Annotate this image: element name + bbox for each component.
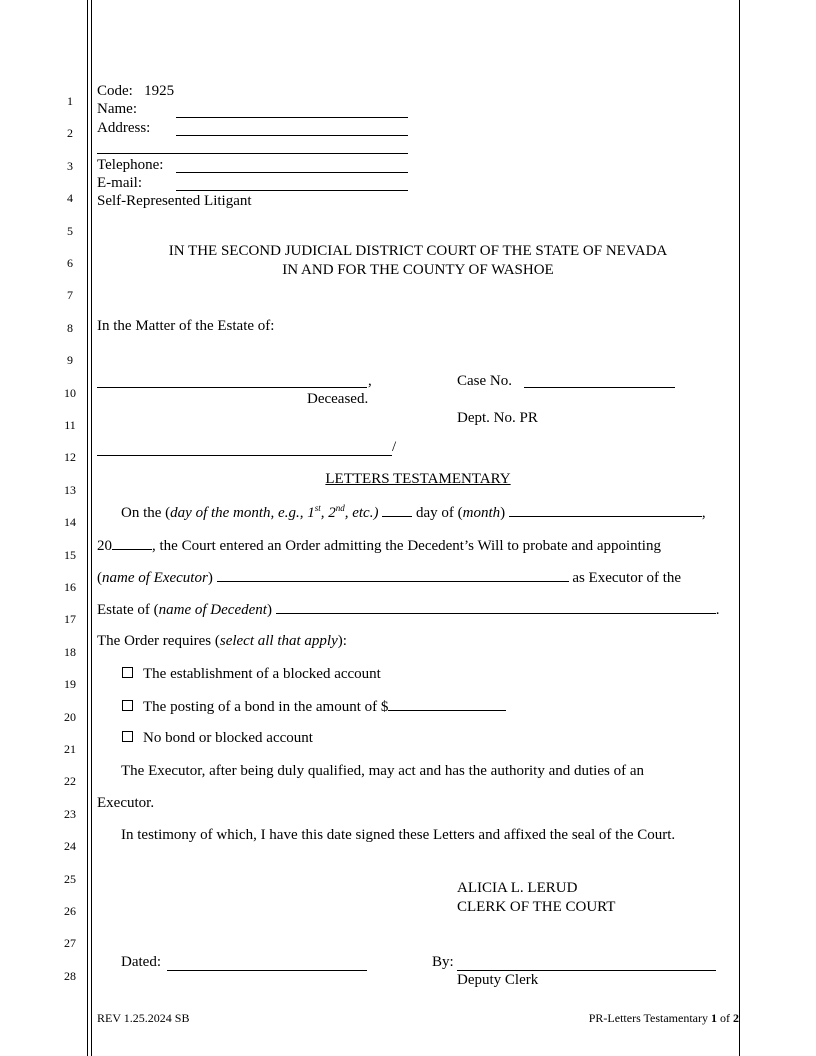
clerk-name: ALICIA L. LERUD xyxy=(457,880,578,896)
telephone-label: Telephone: xyxy=(97,157,164,173)
decedent-name-field[interactable] xyxy=(97,387,367,388)
year-field[interactable] xyxy=(112,536,152,550)
matter-label: In the Matter of the Estate of: xyxy=(97,318,275,334)
line-number: 21 xyxy=(64,742,76,756)
checkbox-icon[interactable] xyxy=(122,700,133,711)
line-number: 11 xyxy=(64,418,76,432)
line-number: 7 xyxy=(67,288,73,303)
line-number: 1 xyxy=(67,94,73,108)
caption-closing-line xyxy=(97,455,392,456)
line-number: 13 xyxy=(64,482,76,497)
dated-field[interactable] xyxy=(167,970,367,971)
month-field[interactable] xyxy=(509,503,702,517)
email-field[interactable] xyxy=(176,190,408,191)
line-number: 14 xyxy=(64,515,76,530)
footer-page-info: PR-Letters Testamentary 1 of 2 xyxy=(588,1011,739,1025)
line-number: 25 xyxy=(64,871,76,886)
dept-label: Dept. No. PR xyxy=(457,410,538,426)
option-bond[interactable]: The posting of a bond in the amount of $ xyxy=(122,697,506,716)
line-number: 3 xyxy=(67,158,73,173)
footer-revision: REV 1.25.2024 SB xyxy=(97,1011,190,1025)
line-number: 26 xyxy=(64,904,76,918)
line-number: 23 xyxy=(64,806,76,821)
line-number: 5 xyxy=(67,223,73,238)
line-number: 16 xyxy=(64,580,76,594)
name-label: Name: xyxy=(97,101,137,117)
left-margin-rule-inner xyxy=(91,0,92,1056)
paragraph-executor-line: (name of Executor) as Executor of the xyxy=(97,570,682,586)
line-number: 24 xyxy=(64,839,76,854)
line-number: 20 xyxy=(64,709,76,724)
paragraph-year-line: 20 , the Court entered an Order admitting the Decedent’s Will to probate and appointing xyxy=(97,538,661,554)
testimony-line: In testimony of which, I have this date signed these Letters and affixed the seal of the Court. xyxy=(121,827,676,843)
order-requires-line: The Order requires (select all that apply): xyxy=(97,633,347,649)
paragraph-estate-line: Estate of (name of Decedent) . xyxy=(97,602,720,618)
paragraph-date-line: On the (day of the month, e.g., 1st, 2nd, etc.) day of (month) , xyxy=(121,503,706,521)
line-number: 9 xyxy=(67,353,73,368)
line-number: 10 xyxy=(64,385,76,400)
line-number: 12 xyxy=(64,450,76,465)
name-field[interactable] xyxy=(176,117,408,118)
right-margin-rule xyxy=(739,0,740,1056)
line-number: 27 xyxy=(64,936,76,951)
day-field[interactable] xyxy=(382,503,412,517)
line-number: 8 xyxy=(67,320,73,335)
checkbox-icon[interactable] xyxy=(122,731,133,742)
code-value: 1925 xyxy=(144,83,175,99)
court-heading-line2: IN AND FOR THE COUNTY OF WASHOE xyxy=(282,262,554,278)
deputy-clerk-label: Deputy Clerk xyxy=(457,972,539,988)
address-field-2[interactable] xyxy=(97,153,408,154)
telephone-field[interactable] xyxy=(176,172,408,173)
caption-comma: , xyxy=(368,373,372,389)
deceased-label: Deceased. xyxy=(307,391,369,407)
email-label: E-mail: xyxy=(97,175,142,191)
authority-line-2: Executor. xyxy=(97,795,155,811)
address-field-1[interactable] xyxy=(176,135,408,136)
line-number: 18 xyxy=(64,644,76,659)
authority-line-1: The Executor, after being duly qualified, may act and has the authority and duties of an xyxy=(121,763,644,779)
line-number: 17 xyxy=(64,612,76,627)
clerk-title: CLERK OF THE COURT xyxy=(457,899,616,915)
line-number: 6 xyxy=(67,256,73,270)
checkbox-icon[interactable] xyxy=(122,667,133,678)
code-line xyxy=(97,82,174,100)
caption-slash: / xyxy=(392,439,397,455)
dated-label: Dated: xyxy=(121,954,161,970)
decedent-estate-field[interactable] xyxy=(276,600,716,614)
court-heading-line1: IN THE SECOND JUDICIAL DISTRICT COURT OF THE STATE OF NEVADA xyxy=(168,243,668,259)
line-number: 22 xyxy=(64,774,76,789)
litigant-label: Self-Represented Litigant xyxy=(97,193,252,209)
case-no-field[interactable] xyxy=(524,387,675,388)
by-label: By: xyxy=(432,954,454,970)
bond-amount-field[interactable] xyxy=(388,697,506,711)
line-number: 2 xyxy=(67,126,73,141)
case-no-label: Case No. xyxy=(457,373,512,389)
document-title: LETTERS TESTAMENTARY xyxy=(325,471,511,487)
option-blocked-account[interactable]: The establishment of a blocked account xyxy=(122,665,381,683)
line-number: 4 xyxy=(67,191,73,206)
line-number: 28 xyxy=(64,968,76,983)
executor-name-field[interactable] xyxy=(217,568,569,582)
address-label: Address: xyxy=(97,120,151,136)
line-number: 15 xyxy=(64,547,76,562)
line-number: 19 xyxy=(64,677,76,692)
code-label: Code: xyxy=(97,83,133,99)
left-margin-rule-outer xyxy=(87,0,88,1056)
option-no-bond[interactable]: No bond or blocked account xyxy=(122,729,313,747)
